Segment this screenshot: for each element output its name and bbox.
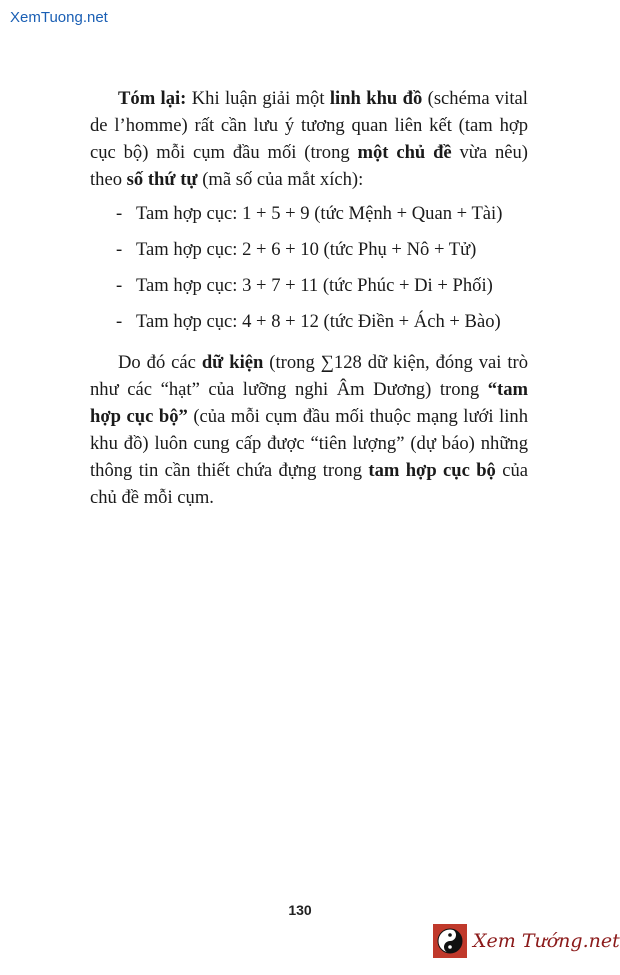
list-item-text: Tam hợp cục: 4 + 8 + 12 (tức Điền + Ách + Bào) [136, 311, 501, 332]
summary-term-bold: linh khu đồ [329, 88, 423, 109]
conclusion-text: Do đó các [118, 352, 202, 373]
summary-text: (mã số của mắt xích): [197, 169, 364, 190]
conclusion-text: (trong ∑128 dữ kiện, đóng vai trò như các “hạt” của lưỡng nghi Âm Dương) trong [90, 352, 529, 400]
list-item [90, 308, 528, 344]
list-item-text: Tam hợp cục: 2 + 6 + 10 (tức Phụ + Nô + Tử) [136, 239, 477, 260]
tam-hop-list [90, 200, 528, 344]
summary-text: Khi luận giải một [186, 88, 330, 109]
summary-term-bold: một chủ đề [357, 142, 452, 163]
summary-text: (schéma vital de l’homme) rất cần lưu ý tương quan liên kết (tam hợp cục bộ) mỗi cụm đầu mối (trong [90, 88, 528, 163]
conclusion-term-bold: “tam hợp cục bộ” [90, 379, 528, 427]
paragraph-conclusion [90, 349, 528, 511]
list-item-text: Tam hợp cục: 3 + 7 + 11 (tức Phúc + Di + Phối) [136, 275, 493, 296]
conclusion-term-bold: dữ kiện [201, 352, 264, 373]
page-number: 130 [288, 902, 312, 918]
page-body [90, 85, 528, 511]
summary-text: vừa nêu) theo [90, 142, 528, 190]
list-dash: - [116, 311, 123, 332]
paragraph-summary [90, 85, 528, 193]
footer-logo-text: Xem Tướng.net [473, 930, 620, 952]
list-item [90, 272, 528, 308]
conclusion-text: (của mỗi cụm đầu mối thuộc mạng lưới linh khu đồ) luôn cung cấp được “tiên lượng” (dự báo) những thông tin cần thiết chứa đựng trong [90, 406, 529, 481]
summary-term-bold: số thứ tự [126, 169, 198, 190]
yin-yang-icon [433, 924, 467, 958]
list-item [90, 236, 528, 272]
list-dash: - [116, 239, 123, 260]
footer-logo[interactable] [433, 921, 620, 961]
summary-lead-bold: Tóm lại: [118, 88, 187, 109]
list-dash: - [116, 275, 123, 296]
conclusion-term-bold: tam hợp cục bộ [368, 460, 496, 481]
site-name-header[interactable]: XemTuong.net [10, 9, 108, 26]
conclusion-text: của chủ đề mỗi cụm. [90, 460, 529, 508]
list-item [90, 200, 528, 236]
list-dash: - [116, 203, 123, 224]
list-item-text: Tam hợp cục: 1 + 5 + 9 (tức Mệnh + Quan + Tài) [136, 203, 503, 224]
